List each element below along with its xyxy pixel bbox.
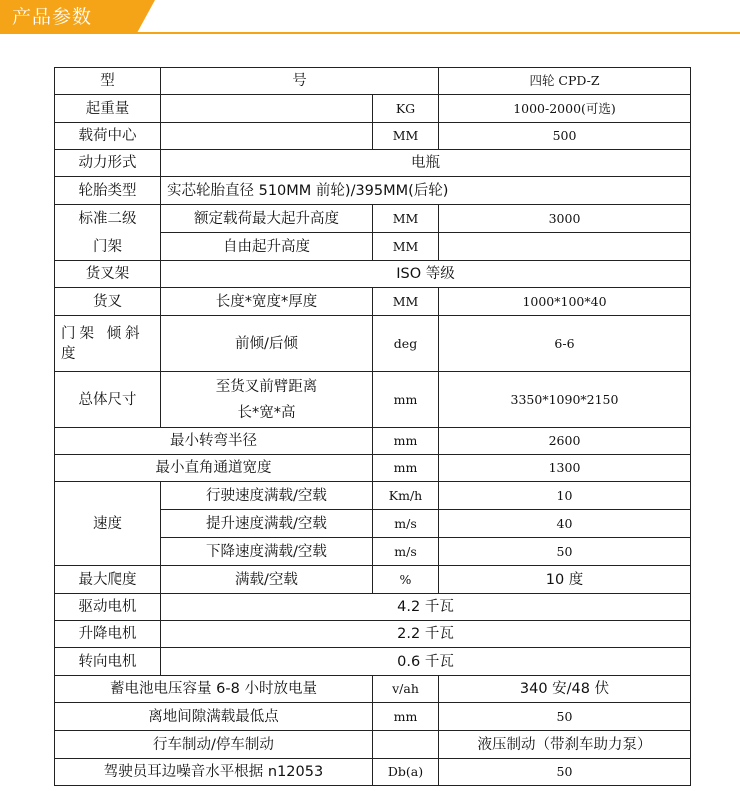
row-description: 提升速度满载/空载: [161, 510, 373, 538]
section-header: [0, 0, 740, 34]
row-label: 总体尺寸: [55, 372, 161, 428]
row-label: 门架 倾斜度: [55, 316, 161, 372]
row-unit: mm: [373, 428, 439, 455]
row-description: 前倾/后倾: [161, 316, 373, 372]
row-label: 转向电机: [55, 648, 161, 676]
row-unit: m/s: [373, 510, 439, 538]
table-row: [55, 95, 691, 123]
row-unit: mm: [373, 455, 439, 482]
table-row: [55, 205, 691, 233]
row-value: 340 安/48 伏: [439, 676, 691, 703]
row-value: 50: [439, 759, 691, 786]
row-unit: v/ah: [373, 676, 439, 703]
row-label-line: 门架: [93, 238, 122, 255]
product-parameters-table: [54, 67, 691, 786]
row-description: 自由起升高度: [161, 233, 373, 261]
row-label: 驾驶员耳边噪音水平根据 n12053: [55, 759, 373, 786]
row-value: 10 度: [439, 566, 691, 594]
row-description: 行驶速度满载/空载: [161, 482, 373, 510]
table-row: [55, 150, 691, 177]
row-label: 行车制动/停车制动: [55, 731, 373, 759]
table-row: [55, 68, 691, 95]
row-value: 40: [439, 510, 691, 538]
row-label: 货叉: [55, 288, 161, 316]
row-label: 货叉架: [55, 261, 161, 288]
table-row: [55, 177, 691, 205]
row-value: 实芯轮胎直径 510MM 前轮)/395MM(后轮): [161, 177, 691, 205]
row-description-line: 至货叉前臂距离: [215, 378, 318, 395]
model-label: 型: [55, 68, 161, 95]
row-label: 蓄电池电压容量 6-8 小时放电量: [55, 676, 373, 703]
row-unit: m/s: [373, 538, 439, 566]
row-unit: KG: [373, 95, 439, 123]
row-value: 4.2 千瓦: [161, 594, 691, 621]
row-label-line: 标准二级: [78, 210, 137, 227]
row-description: 长度*宽度*厚度: [161, 288, 373, 316]
row-unit: MM: [373, 205, 439, 233]
row-description: [161, 123, 373, 150]
row-unit: [373, 731, 439, 759]
table-row: [55, 123, 691, 150]
row-description: [161, 95, 373, 123]
table-row: [55, 648, 691, 676]
table-row: [55, 288, 691, 316]
row-label: 最大爬度: [55, 566, 161, 594]
row-label: 驱动电机: [55, 594, 161, 621]
row-label: 升降电机: [55, 621, 161, 648]
row-label: 离地间隙满载最低点: [55, 703, 373, 731]
row-label: 最小直角通道宽度: [55, 455, 373, 482]
table-row: [55, 455, 691, 482]
row-label: [55, 205, 161, 261]
table-row: [55, 261, 691, 288]
row-description: 额定载荷最大起升高度: [161, 205, 373, 233]
row-value: [439, 233, 691, 261]
row-unit: mm: [373, 703, 439, 731]
table-row: [55, 731, 691, 759]
row-unit: %: [373, 566, 439, 594]
table-row: [55, 759, 691, 786]
table-row: [55, 703, 691, 731]
model-value: 四轮 CPD-Z: [439, 68, 691, 95]
row-value: 1300: [439, 455, 691, 482]
table-row: [55, 372, 691, 428]
row-unit: Db(a): [373, 759, 439, 786]
row-value: 3000: [439, 205, 691, 233]
table-row: [55, 428, 691, 455]
row-unit: Km/h: [373, 482, 439, 510]
row-label: 载荷中心: [55, 123, 161, 150]
model-label-suffix: 号: [161, 68, 439, 95]
row-unit: MM: [373, 233, 439, 261]
row-value: 电瓶: [161, 150, 691, 177]
row-value: ISO 等级: [161, 261, 691, 288]
row-value: 6-6: [439, 316, 691, 372]
row-value: 1000*100*40: [439, 288, 691, 316]
row-value: 50: [439, 538, 691, 566]
table-row: [55, 621, 691, 648]
row-description: 满载/空载: [161, 566, 373, 594]
table-row: [55, 566, 691, 594]
table-row: [55, 482, 691, 510]
row-description: 下降速度满载/空载: [161, 538, 373, 566]
row-label: 最小转弯半径: [55, 428, 373, 455]
row-value: 液压制动（带刹车助力泵）: [439, 731, 691, 759]
row-value: 10: [439, 482, 691, 510]
section-header-divider: [0, 32, 740, 34]
section-title: 产品参数: [12, 6, 93, 28]
row-value: 2600: [439, 428, 691, 455]
row-value: 2.2 千瓦: [161, 621, 691, 648]
row-label: 动力形式: [55, 150, 161, 177]
table-row: [55, 594, 691, 621]
row-label: 轮胎类型: [55, 177, 161, 205]
row-value: 50: [439, 703, 691, 731]
row-unit: MM: [373, 123, 439, 150]
row-description-line: 长*宽*高: [237, 404, 296, 421]
row-label: 速度: [55, 482, 161, 566]
row-unit: MM: [373, 288, 439, 316]
table-row: [55, 676, 691, 703]
row-description: [161, 372, 373, 428]
row-value: 1000-2000(可选): [439, 95, 691, 123]
row-value: 500: [439, 123, 691, 150]
row-value: 3350*1090*2150: [439, 372, 691, 428]
table-row: [55, 316, 691, 372]
row-value: 0.6 千瓦: [161, 648, 691, 676]
row-unit: mm: [373, 372, 439, 428]
row-unit: deg: [373, 316, 439, 372]
row-label: 起重量: [55, 95, 161, 123]
